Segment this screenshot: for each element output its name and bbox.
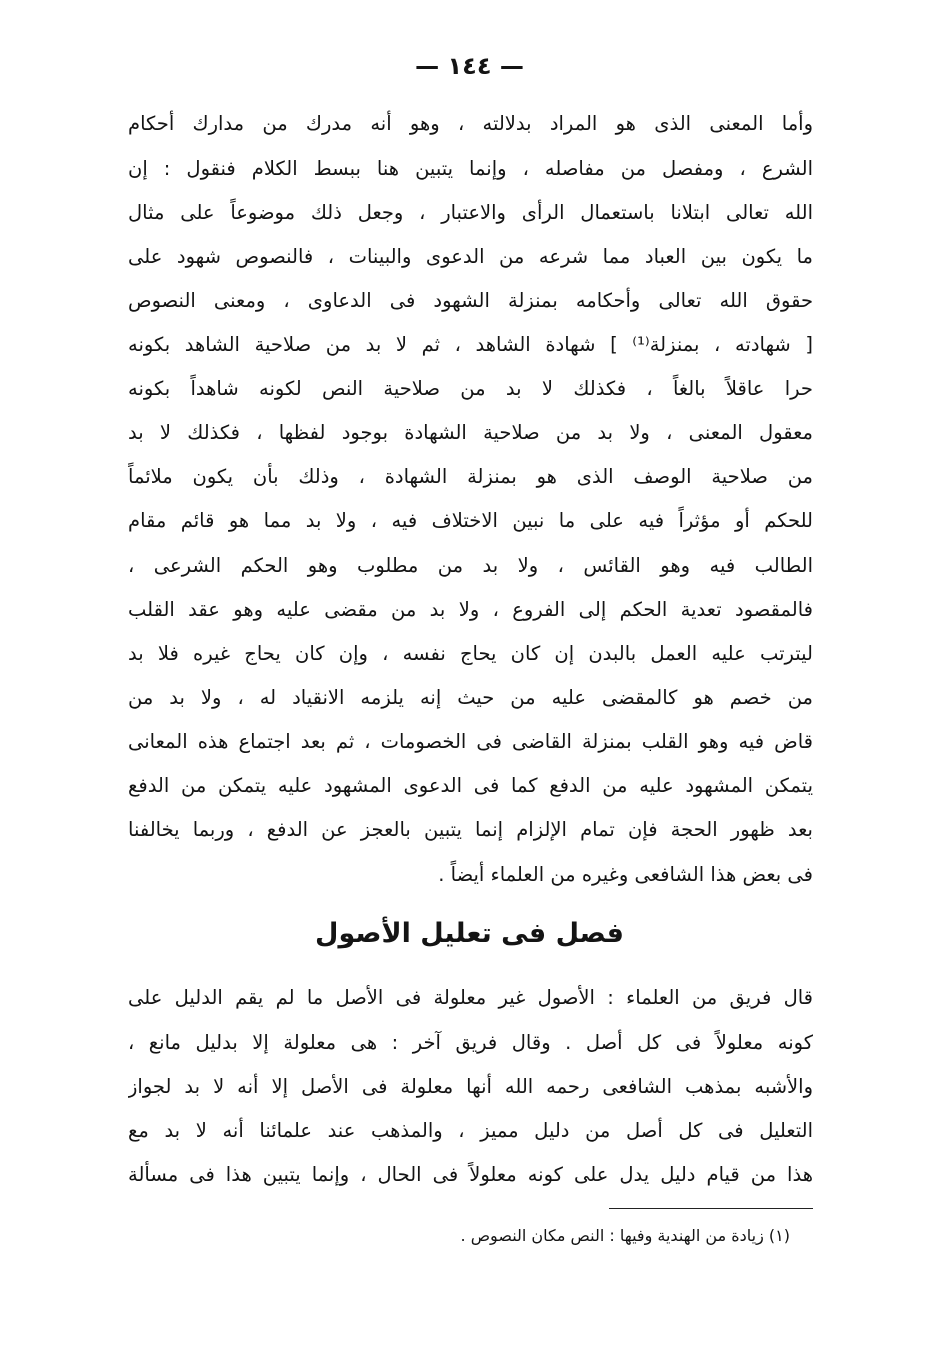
text-line: فالمقصود تعدية الحكم إلى الفروع ، ولا بد من مقضى عليه وهو عقد القلب xyxy=(128,598,813,621)
text-line: الشرع ، ومفصل من مفاصله ، وإنما يتبين هنا ببسط الكلام فنقول : إن xyxy=(128,157,813,180)
text-line: الله تعالى ابتلانا باستعمال الرأى والاعتبار ، وجعل ذلك موضوعاً على مثال xyxy=(128,201,813,224)
text-line: للحكم أو مؤثراً فيه على ما نبين الاختلاف فيه ، ولا بد مما هو قائم مقام xyxy=(128,509,813,532)
text-line: والأشبه بمذهب الشافعى رحمه الله أنها معلولة فى الأصل إلا أنه لا بد لجواز xyxy=(128,1075,813,1098)
text-line: ما يكون بين العباد مما شرعه من الدعوى والبينات ، فالنصوص شهود على xyxy=(128,245,813,268)
text-line: من صلاحية الوصف الذى هو بمنزلة الشهادة ، وذلك بأن يكون ملائماً xyxy=(128,465,813,488)
text-line: وأما المعنى الذى هو المراد بدلالته ، وهو أنه مدرك من مدارك أحكام xyxy=(128,112,813,135)
footnote-divider xyxy=(609,1208,813,1209)
section-heading: فصل فى تعليل الأصول xyxy=(315,918,624,949)
text-line: يتمكن المشهود عليه من الدفع كما فى الدعوى المشهود عليه يتمكن من الدفع xyxy=(128,774,813,797)
text-line: فى بعض هذا الشافعى وغيره من العلماء أيضاً . xyxy=(438,863,813,886)
text-line: قال فريق من العلماء : الأصول غير معلولة فى الأصل ما لم يقم الدليل على xyxy=(128,986,813,1009)
text-line: حقوق الله تعالى وأحكامه بمنزلة الشهود فى الدعاوى ، ومعنى النصوص xyxy=(128,289,813,312)
text-line: معقول المعنى ، ولا بد من صلاحية الشهادة بوجود لفظها ، فكذلك لا بد xyxy=(128,421,813,444)
text-line: [ شهادته ، بمنزلة⁽¹⁾ ] شهادة الشاهد ، ثم لا بد من صلاحية الشاهد بكونه xyxy=(128,333,813,356)
text-line: هذا من قيام دليل يدل على كونه معلولاً فى الحال ، وإنما يتبين هذا فى مسألة xyxy=(128,1163,813,1186)
text-line: بعد ظهور الحجة فإن تمام الإلزام إنما يتبين بالعجز عن الدفع ، وربما يخالفنا xyxy=(128,818,813,841)
text-line: كونه معلولاً فى كل أصل . وقال فريق آخر : هى معلولة إلا بدليل مانع ، xyxy=(128,1031,813,1054)
text-line: قاض فيه وهو القلب بمنزلة القاضى فى الخصومات ، ثم بعد اجتماع هذه المعانى xyxy=(128,730,813,753)
text-line: حرا عاقلاً بالغاً ، فكذلك لا بد من صلاحية النص لكونه شاهداً بكونه xyxy=(128,377,813,400)
footnote: (١) زيادة من الهندية وفيها : النص مكان النصوص . xyxy=(460,1226,790,1245)
text-line: من خصم هو كالمقضى عليه من حيث إنه يلزمه الانقياد له ، ولا بد من xyxy=(128,686,813,709)
page-number: — ١٤٤ — xyxy=(415,52,524,80)
text-line: ليترتب عليه العمل بالبدن إن كان يحاج نفسه ، وإن كان يحاج غيره فلا بد xyxy=(128,642,813,665)
text-line: الطالب فيه وهو القائس ، ولا بد من مطلوب وهو الحكم الشرعى ، xyxy=(128,554,813,577)
text-line: التعليل فى كل أصل من دليل مميز ، والمذهب عند علمائنا أنه لا بد مع xyxy=(128,1119,813,1142)
